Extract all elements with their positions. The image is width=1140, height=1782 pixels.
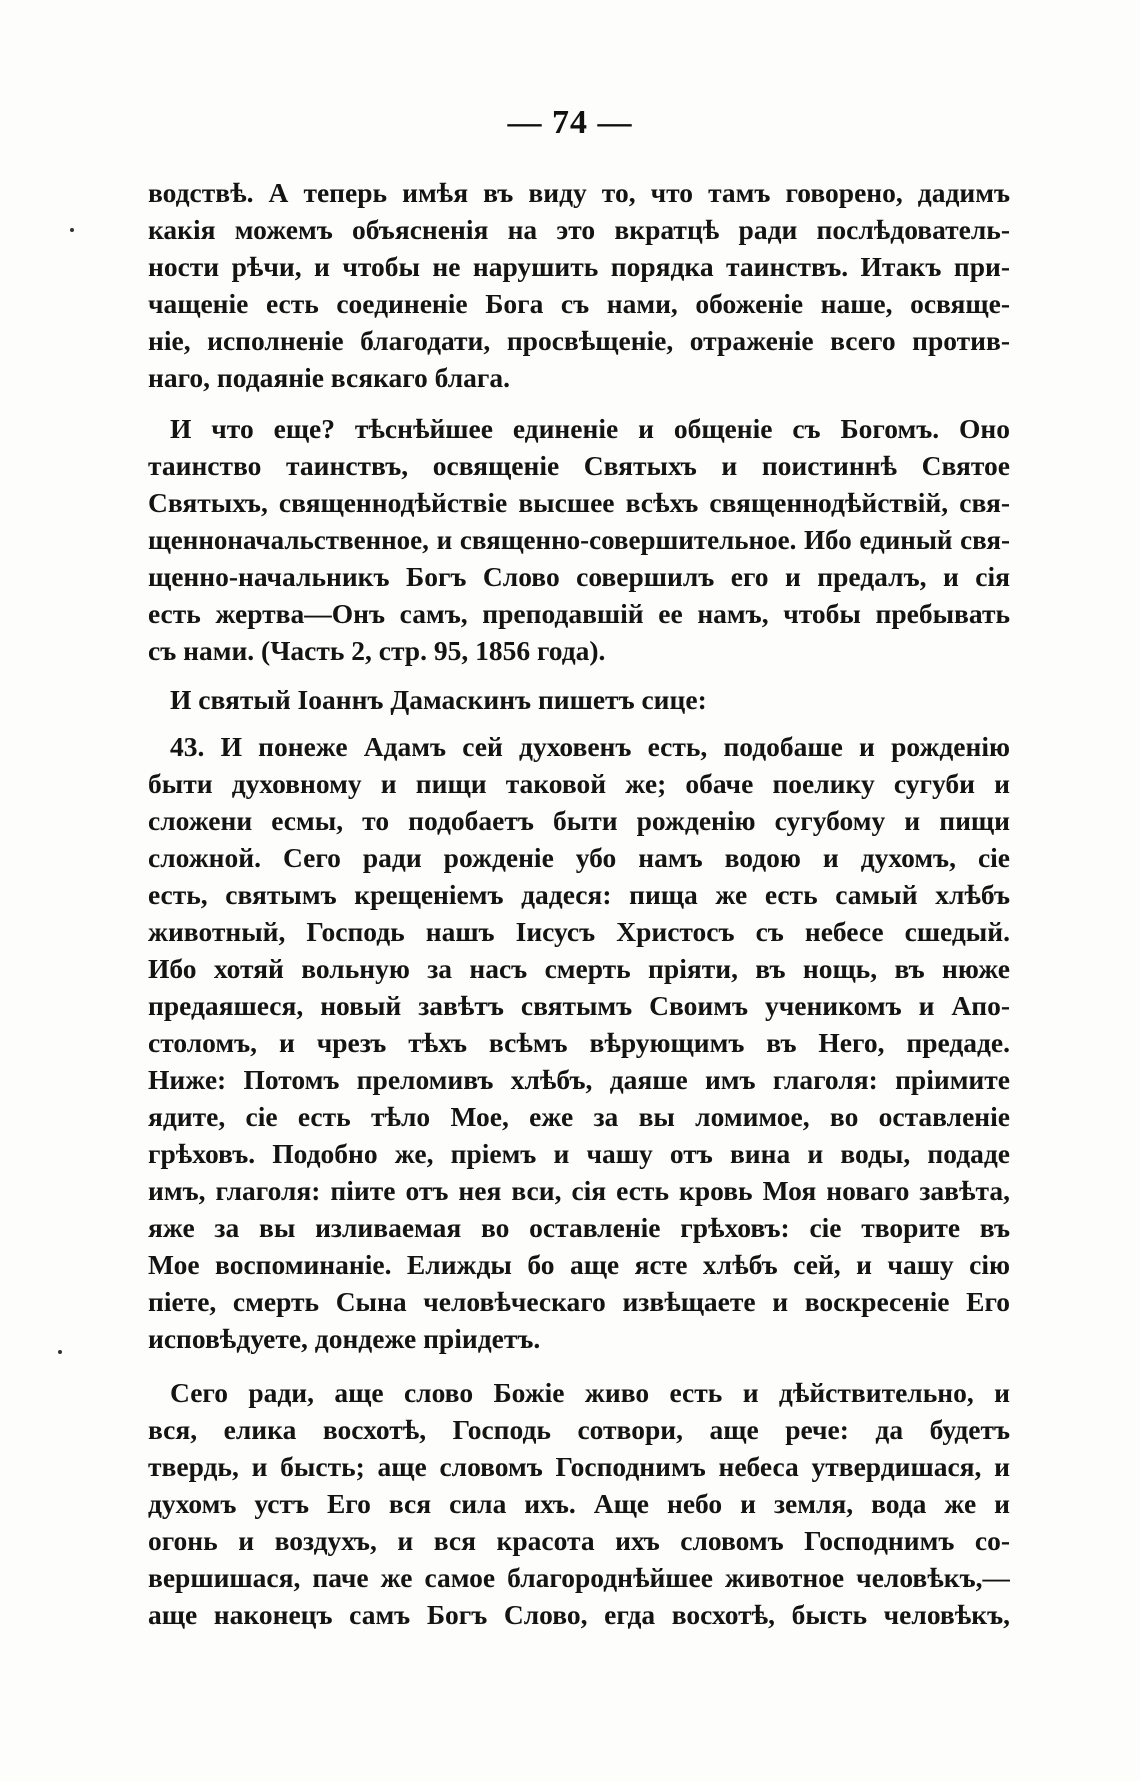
text-line: животный, Господь нашъ Іисусъ Христосъ съ небесе сшедый. (148, 916, 1010, 947)
text-line: ядите, сіе есть тѣло Мое, еже за вы ломимое, во оставленіе (148, 1101, 1010, 1132)
text-line: щенноначальственное, и священно-совершительное. Ибо единый свя- (148, 525, 1010, 555)
text-line: исповѣдуете, дондеже пріидетъ. (148, 1323, 541, 1354)
text-line: таинство таинствъ, освященіе Святыхъ и поистиннѣ Святое (148, 450, 1010, 481)
scan-speck (58, 1350, 62, 1354)
text-line: наго, подаяніе всякаго блага. (148, 362, 511, 393)
text-line: Святыхъ, священнодѣйствіе высшее всѣхъ священнодѣйствій, свя- (148, 487, 1010, 518)
text-line: Мое воспоминаніе. Елижды бо аще ясте хлѣбъ сей, и чашу сію (148, 1249, 1010, 1280)
text-line: столомъ, и чрезъ тѣхъ всѣмъ вѣрующимъ въ Него, предаде. (148, 1027, 1010, 1058)
scan-speck (70, 228, 74, 232)
text-line: имъ, глаголя: піите отъ нея вси, сія есть кровь Моя новаго завѣта, (148, 1175, 1010, 1206)
text-line: есть жертва—Онъ самъ, преподавшій ее намъ, чтобы пребывать (148, 598, 1010, 629)
text-line: быти духовному и пищи таковой же; обаче поелику сугуби и (148, 768, 1010, 799)
text-line: сложной. Сего ради рожденіе убо намъ водою и духомъ, сіе (148, 842, 1010, 873)
text-line: есть, святымъ крещеніемъ дадеся: пища же есть самый хлѣбъ (148, 879, 1010, 910)
text-line: яже за вы изливаемая во оставленіе грѣховъ: сіе творите въ (148, 1212, 1010, 1243)
text-line: щенно-начальникъ Богъ Слово совершилъ его и предалъ, и сія (148, 561, 1010, 592)
text-line: чащеніе есть соединеніе Бога съ нами, обоженіе наше, освяще- (148, 288, 1010, 319)
text-line: И что еще? тѣснѣйшее единеніе и общеніе съ Богомъ. Оно (170, 413, 1010, 444)
text-line: водствѣ. А теперь имѣя въ виду то, что тамъ говорено, дадимъ (148, 177, 1010, 208)
text-line: 43. И понеже Адамъ сей духовенъ есть, подобаше и рожденію (170, 731, 1010, 762)
text-line: вся, елика восхотѣ, Господь сотвори, аще рече: да будетъ (148, 1414, 1010, 1445)
text-line: вершишася, паче же самое благороднѣйшее животное человѣкъ,— (148, 1562, 1010, 1593)
text-line: твердь, и бысть; аще словомъ Господнимъ небеса утвердишася, и (148, 1451, 1010, 1482)
text-line: ности рѣчи, и чтобы не нарушить порядка таинствъ. Итакъ при- (148, 251, 1010, 282)
text-line: какія можемъ объясненія на это вкратцѣ ради послѣдователь- (148, 214, 1010, 245)
text-line: Ниже: Потомъ преломивъ хлѣбъ, даяше имъ глаголя: пріимите (148, 1064, 1010, 1095)
text-line: піете, смерть Сына человѣческаго извѣщаете и воскресеніе Его (148, 1286, 1010, 1317)
text-line: предаяшеся, новый завѣтъ святымъ Своимъ ученикомъ и Апо- (148, 990, 1010, 1021)
text-line: И святый Іоаннъ Дамаскинъ пишетъ сице: (170, 684, 707, 715)
text-line: ніе, исполненіе благодати, просвѣщеніе, отраженіе всего против- (148, 325, 1010, 356)
text-line: духомъ устъ Его вся сила ихъ. Аще небо и земля, вода же и (148, 1488, 1010, 1519)
text-line: сложени есмы, то подобаетъ быти рожденію сугубому и пищи (148, 805, 1010, 836)
text-line: съ нами. (Часть 2, стр. 95, 1856 года). (148, 635, 606, 666)
text-line: Сего ради, аще слово Божіе живо есть и дѣйствительно, и (170, 1377, 1010, 1408)
page-number: — 74 — (507, 104, 633, 141)
text-line: грѣховъ. Подобно же, пріемъ и чашу отъ вина и воды, подаде (148, 1138, 1010, 1169)
text-line: огонь и воздухъ, и вся красота ихъ словомъ Господнимъ со- (148, 1525, 1010, 1556)
text-line: Ибо хотяй вольную за насъ смерть пріяти, въ нощь, въ нюже (148, 953, 1010, 984)
text-line: аще наконецъ самъ Богъ Слово, егда восхотѣ, бысть человѣкъ, (148, 1599, 1010, 1630)
